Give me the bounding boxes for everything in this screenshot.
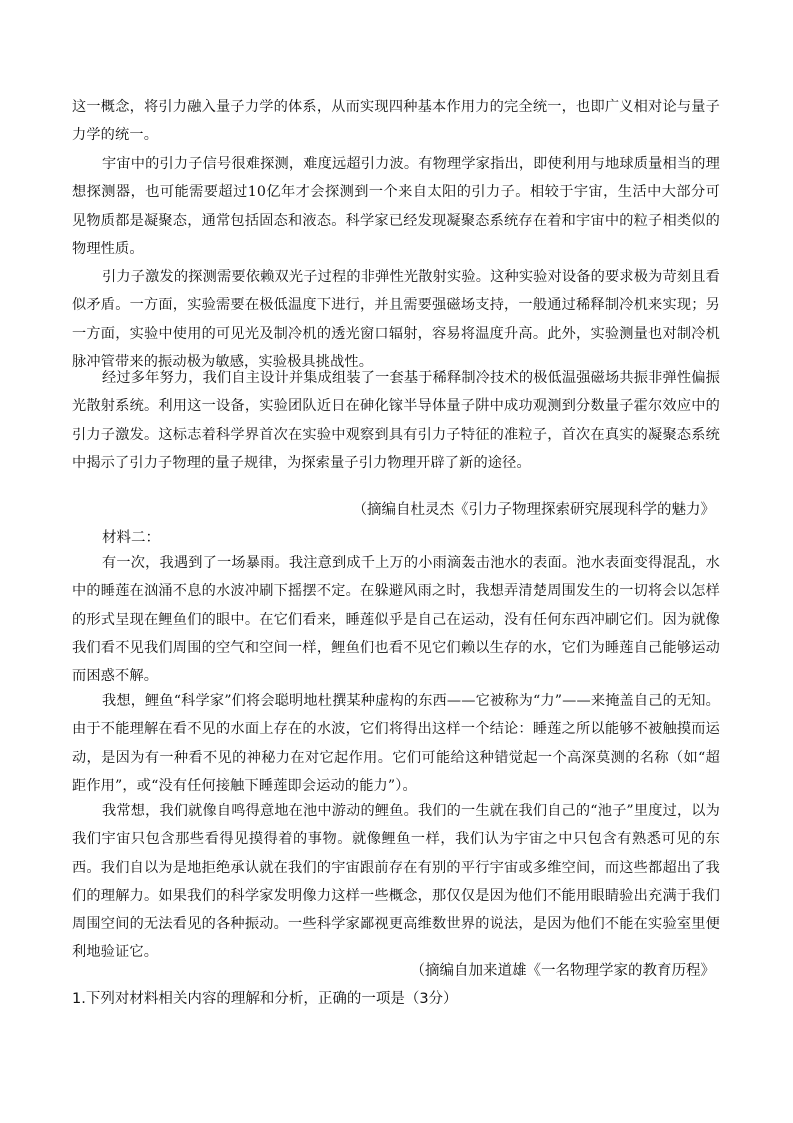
question-1-stem: 1.下列对材料相关内容的理解和分析，正确的一项是（3分） bbox=[72, 991, 458, 1007]
material-two-paragraph-3: 我常想，我们就像自鸣得意地在池中游动的鲤鱼。我们的一生就在我们自己的“池子”里度过，以为我们宇宙只包含那些看得见摸得着的事物。就像鲤鱼一样，我们认为宇宙之中只包含有熟悉可见的东西。我们自以为是地拒绝承认就在我们的宇宙跟前存在有别的平行宇宙或多维空间，而这些都超出了我们的理解力。如果我们的科学家发明像力这样一些概念，那仅仅是因为他们不能用眼睛验出充满于我们周围空间的无法看见的各种振动。一些科学家鄙视更高维数世界的说法，是因为他们不能在实验室里便利地验证它。 bbox=[72, 803, 720, 961]
material-two-label: 材料二： bbox=[102, 530, 160, 546]
material-one-paragraph-4: 经过多年努力，我们自主设计并集成组装了一套基于稀释制冷技术的极低温强磁场共振非弹性偏振光散射系统。利用这一设备，实验团队近日在砷化镓半导体量子阱中成功观测到分数量子霍尔效应中的引力子激发。这标志着科学界首次在实验中观察到具有引力子特征的准粒子，首次在真实的凝聚态系统中揭示了引力子物理的量子规律，为探索量子引力物理开辟了新的途径。 bbox=[72, 370, 720, 471]
material-one-paragraph-3: 引力子激发的探测需要依赖双光子过程的非弹性光散射实验。这种实验对设备的要求极为苛刻且看似矛盾。一方面，实验需要在极低温度下进行，并且需要强磁场支持，一般通过稀释制冷机来实现；另一方面，实验中使用的可见光及制冷机的透光窗口辐射，容易将温度升高。此外，实验测量也对制冷机脉冲管带来的振动极为敏感，实验极具挑战性。 bbox=[72, 269, 720, 370]
material-one-source: （摘编自杜灵杰《引力子物理探索研究展现科学的魅力》 bbox=[352, 502, 715, 518]
material-one-paragraph-1: 这一概念，将引力融入量子力学的体系，从而实现四种基本作用力的完全统一，也即广义相对论与量子力学的统一。 bbox=[72, 99, 720, 144]
material-one-paragraph-2: 宇宙中的引力子信号很难探测，难度远超引力波。有物理学家指出，即使利用与地球质量相当的理想探测器，也可能需要超过10亿年才会探测到一个来自太阳的引力子。相较于宇宙，生活中大部分可见物质都是凝聚态，通常包括固态和液态。科学家已经发现凝聚态系统存在着和宇宙中的粒子相类似的物理性质。 bbox=[72, 156, 720, 257]
material-two-paragraph-1: 有一次，我遇到了一场暴雨。我注意到成千上万的小雨滴轰击池水的表面。池水表面变得混乱，水中的睡莲在汹涌不息的水波冲刷下摇摆不定。在躲避风雨之时，我想弄清楚周围发生的一切将会以怎样的形式呈现在鲤鱼们的眼中。在它们看来，睡莲似乎是自己在运动，没有任何东西冲刷它们。因为就像我们看不见我们周围的空气和空间一样，鲤鱼们也看不见它们赖以生存的水，它们为睡莲自己能够运动而困惑不解。 bbox=[72, 555, 720, 685]
material-two-paragraph-2: 我想，鲤鱼“科学家”们将会聪明地杜撰某种虚构的东西——它被称为“力”——来掩盖自己的无知。由于不能理解在看不见的水面上存在的水波，它们将得出这样一个结论：睡莲之所以能够不被触摸而运动，是因为有一种看不见的神秘力在对它起作用。它们可能给这种错觉起一个高深莫测的名称（如“超距作用”，或“没有任何接触下睡莲即会运动的能力”）。 bbox=[72, 693, 720, 794]
material-two-source: （摘编自加来道雄《一名物理学家的教育历程》 bbox=[410, 963, 715, 979]
